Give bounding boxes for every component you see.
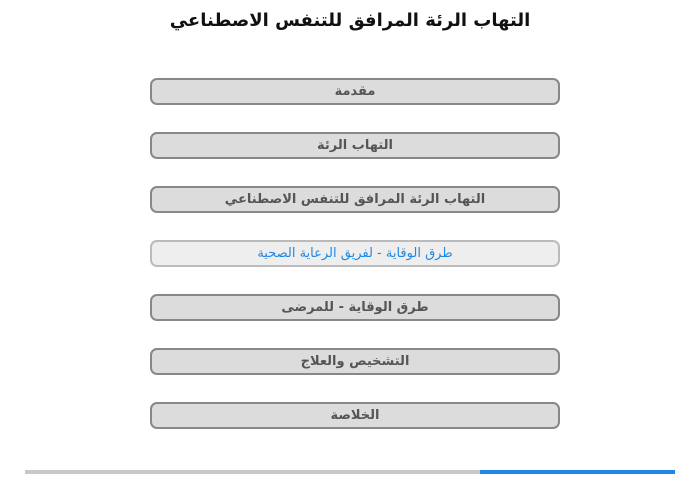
- menu-item-prevention-patients[interactable]: طرق الوقاية - للمرضى: [150, 294, 560, 321]
- menu-item-vap[interactable]: التهاب الرئة المرافق للتنفس الاصطناعي: [150, 186, 560, 213]
- chapter-menu: [150, 78, 560, 456]
- menu-item-introduction[interactable]: مقدمة: [150, 78, 560, 105]
- progress-bar-fill: [480, 470, 675, 474]
- menu-item-pneumonia[interactable]: التهاب الرئة: [150, 132, 560, 159]
- menu-item-conclusion[interactable]: الخلاصة: [150, 402, 560, 429]
- menu-item-diagnosis-treatment[interactable]: التشخيص والعلاج: [150, 348, 560, 375]
- progress-bar: [25, 470, 675, 474]
- menu-item-prevention-staff[interactable]: طرق الوقاية - لفريق الرعاية الصحية: [150, 240, 560, 267]
- page-title: التهاب الرئة المرافق للتنفس الاصطناعي: [169, 10, 531, 31]
